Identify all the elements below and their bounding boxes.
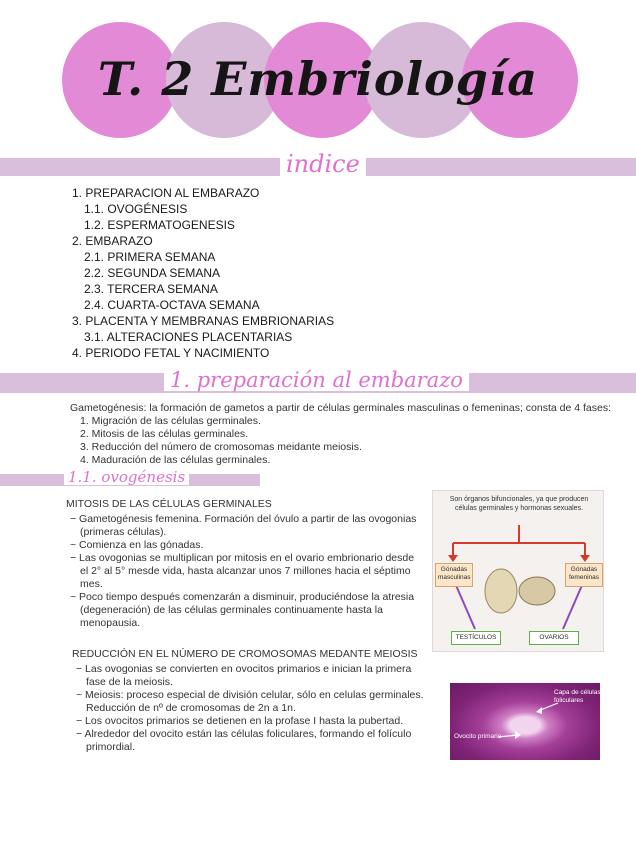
toc-item[interactable]: 3.1. ALTERACIONES PLACENTARIAS [84, 330, 293, 344]
meiosis-bullet: ~ Meiosis: proceso especial de división celular, sólo en celulas germinales. Reducción de nº de cromosomas de 2n a 1n. [76, 689, 424, 714]
mitosis-bullet: ~ Poco tiempo después comenzarán a disminuir, produciéndose la atresia (degeneración) de las células germinales continuamente hasta la menopausia. [70, 591, 415, 629]
header [0, 0, 636, 160]
phase-item: 3. Reducción del número de cromosomas meidante meiosis. [80, 441, 362, 453]
meiosis-section [72, 648, 432, 754]
meiosis-bullet: − Los ovocitos primarios se detienen en la profase I hasta la pubertad. [76, 715, 404, 727]
meiosis-bullet: − Alrededor del ovocito están las células foliculares, formando el folículo primordial. [76, 728, 412, 753]
gonads-diagram [432, 490, 604, 652]
phase-item: 4. Maduración de las células germinales. [80, 454, 271, 466]
toc-item[interactable]: 4. PERIODO FETAL Y NACIMIENTO [72, 346, 270, 360]
toc-item[interactable]: 2.2. SEGUNDA SEMANA [84, 266, 221, 280]
table-of-contents [72, 185, 532, 361]
section11-heading: 1.1. ovogénesis [64, 470, 189, 485]
toc-item[interactable]: 2.1. PRIMERA SEMANA [84, 250, 216, 264]
male-gonads-box: Gónadas masculinas [435, 563, 473, 587]
toc-item[interactable]: 1.1. OVOGÉNESIS [84, 202, 188, 216]
mitosis-bullet: ~ Comienza en las gónadas. [70, 539, 204, 551]
follicular-cells-label: Capa de células foliculares [554, 689, 601, 704]
toc-item[interactable]: 3. PLACENTA Y MEMBRANAS EMBRIONARIAS [72, 314, 335, 328]
testicles-box: TESTÍCULOS [451, 631, 501, 645]
mitosis-bullet: − Gametogénesis femenina. Formación del óvulo a partir de las ovogonias (primeras células). [70, 513, 417, 538]
toc-item[interactable]: 2.4. CUARTA-OCTAVA SEMANA [84, 298, 260, 312]
phase-item: 1. Migración de las células germinales. [80, 415, 261, 427]
diagram-title: Son órganos bifuncionales, ya que producen células germinales y hormonas sexuales. [449, 496, 589, 512]
female-gonads-box: Gónadas femeninas [565, 563, 603, 587]
meiosis-bullet: − Las ovogonias se convierten en ovocitos primarios e inician la primera fase de la meiosis. [76, 663, 412, 688]
mitosis-bullet: − Las ovogonias se multiplican por mitosis en el ovario embrionario desde el 2° al 5° mesde vida, hasta alcanzar unos 7 millones hacia el séptimo mes. [70, 552, 415, 590]
toc-item[interactable]: 1. PREPARACION AL EMBARAZO [72, 186, 260, 200]
mitosis-section [66, 498, 422, 630]
indice-label: indice [280, 152, 366, 176]
toc-item[interactable]: 2. EMBARAZO [72, 234, 153, 248]
toc-item[interactable]: 1.2. ESPERMATOGENESIS [84, 218, 235, 232]
intro-text: Gametogénesis: la formación de gametos a partir de células germinales masculinas o femeninas; consta de 4 fases: [70, 402, 612, 414]
section1-heading: 1. preparación al embarazo [164, 370, 469, 391]
ovaries-box: OVARIOS [529, 631, 579, 645]
gametogenesis-intro [70, 402, 630, 467]
toc-item[interactable]: 2.3. TERCERA SEMANA [84, 282, 218, 296]
phase-item: 2. Mitosis de las células germinales. [80, 428, 249, 440]
mitosis-heading: MITOSIS DE LAS CÉLULAS GERMINALES [66, 498, 272, 510]
oocyte-micrograph [450, 683, 600, 760]
meiosis-heading: REDUCCIÓN EN EL NÚMERO DE CROMOSOMAS MEDANTE MEIOSIS [72, 648, 418, 660]
page-title: T. 2 Embriología [97, 52, 539, 106]
phase-list [70, 415, 630, 467]
primary-oocyte-label: Ovocito primario [454, 733, 502, 740]
